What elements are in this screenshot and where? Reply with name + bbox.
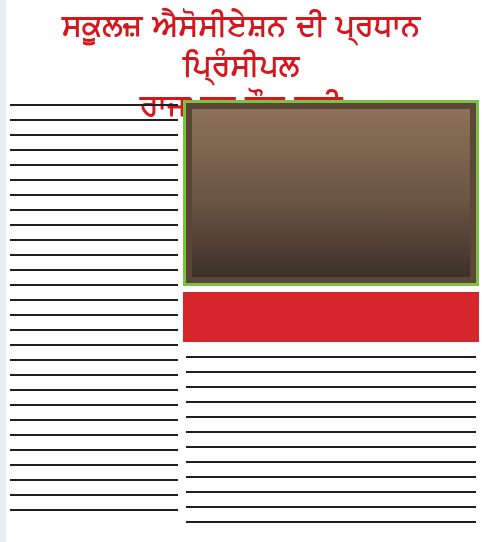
text-line-placeholder bbox=[10, 269, 178, 271]
text-line-placeholder bbox=[10, 164, 178, 166]
text-line-placeholder bbox=[10, 224, 178, 226]
text-line-placeholder bbox=[186, 461, 476, 463]
text-line-placeholder bbox=[10, 254, 178, 256]
text-line-placeholder bbox=[10, 179, 178, 181]
text-line-placeholder bbox=[186, 506, 476, 508]
text-line-placeholder bbox=[186, 371, 476, 373]
text-line-placeholder bbox=[10, 239, 178, 241]
text-line-placeholder bbox=[186, 386, 476, 388]
text-line-placeholder bbox=[10, 494, 178, 496]
text-line-placeholder bbox=[186, 521, 476, 523]
text-line-placeholder bbox=[10, 374, 178, 376]
text-line-placeholder bbox=[10, 134, 178, 136]
article-column-right bbox=[186, 356, 476, 536]
text-line-placeholder bbox=[10, 344, 178, 346]
text-line-placeholder bbox=[10, 149, 178, 151]
text-line-placeholder bbox=[10, 389, 178, 391]
text-line-placeholder bbox=[186, 401, 476, 403]
article-column-left bbox=[10, 104, 178, 524]
text-line-placeholder bbox=[10, 299, 178, 301]
group-photo bbox=[183, 100, 479, 286]
advertisement-banner bbox=[183, 292, 479, 342]
text-line-placeholder bbox=[10, 284, 178, 286]
text-line-placeholder bbox=[10, 479, 178, 481]
text-line-placeholder bbox=[186, 491, 476, 493]
text-line-placeholder bbox=[186, 356, 476, 358]
headline-line-1: ਸਕੂਲਜ਼ ਐਸੋਸੀਏਸ਼ਨ ਦੀ ਪ੍ਰਧਾਨ ਪ੍ਰਿੰਸੀਪਲ bbox=[61, 8, 421, 83]
text-line-placeholder bbox=[10, 119, 178, 121]
text-line-placeholder bbox=[186, 416, 476, 418]
text-line-placeholder bbox=[10, 434, 178, 436]
text-line-placeholder bbox=[186, 476, 476, 478]
group-photo-image bbox=[192, 109, 470, 277]
text-line-placeholder bbox=[10, 314, 178, 316]
text-line-placeholder bbox=[10, 104, 178, 106]
text-line-placeholder bbox=[10, 329, 178, 331]
text-line-placeholder bbox=[10, 359, 178, 361]
text-line-placeholder bbox=[10, 194, 178, 196]
text-line-placeholder bbox=[10, 449, 178, 451]
text-line-placeholder bbox=[10, 209, 178, 211]
text-line-placeholder bbox=[10, 404, 178, 406]
text-line-placeholder bbox=[10, 419, 178, 421]
text-line-placeholder bbox=[186, 431, 476, 433]
text-line-placeholder bbox=[10, 509, 178, 511]
text-line-placeholder bbox=[186, 446, 476, 448]
text-line-placeholder bbox=[10, 464, 178, 466]
